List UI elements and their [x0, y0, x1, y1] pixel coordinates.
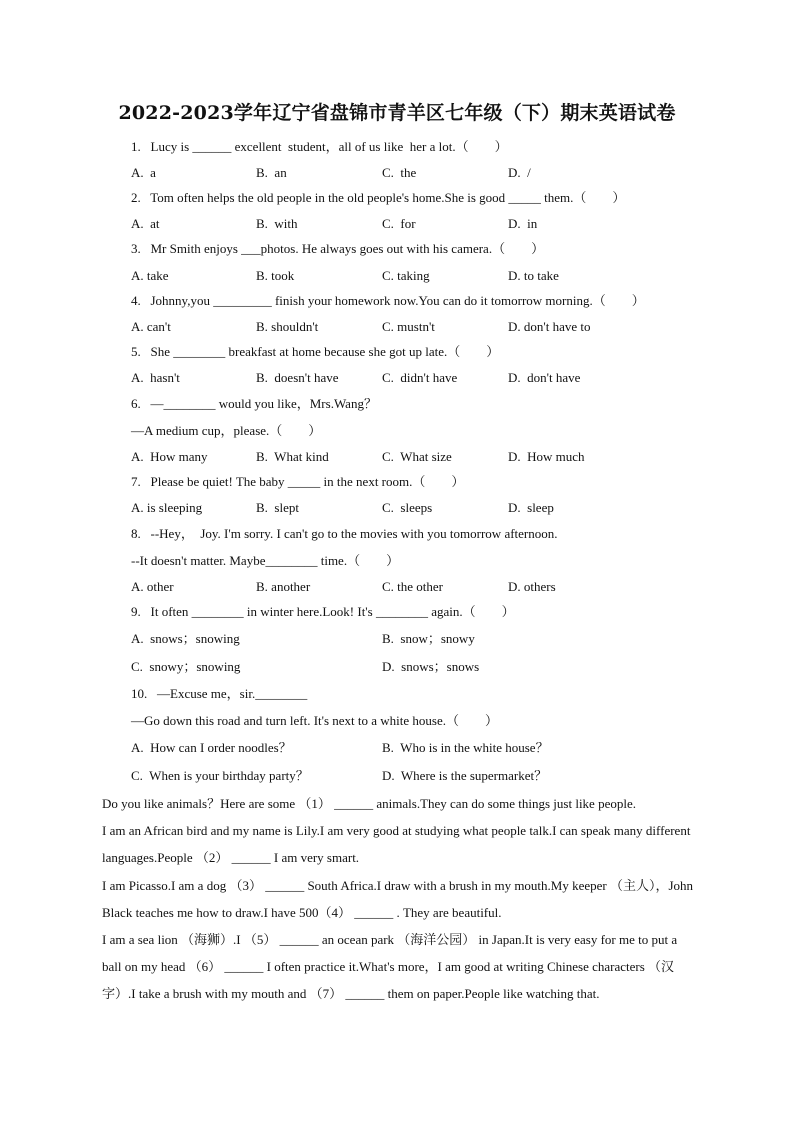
question-7-option-b: B. slept	[256, 500, 299, 515]
question-8-response: --It doesn't matter. Maybe________ time.（ ）	[131, 553, 400, 568]
question-3-option-a: A. take	[131, 268, 169, 283]
question-10-option-b: B. Who is in the white house？	[382, 740, 549, 755]
question-9-stem: 9. It often ________ in winter here.Look! It's ________ again.（ ）	[131, 604, 515, 619]
question-4-option-a: A. can't	[131, 319, 171, 334]
question-1-stem: 1. Lucy is ______ excellent student，all of us like her a lot.（ ）	[131, 139, 508, 154]
question-2-option-d: D. in	[508, 216, 538, 231]
question-6-stem: 6. —________ would you like，Mrs.Wang？	[131, 396, 377, 411]
question-10-option-a: A. How can I order noodles？	[131, 740, 292, 755]
question-1-option-b: B. an	[256, 165, 287, 180]
question-6-option-c: C. What size	[382, 449, 452, 464]
question-3-stem: 3. Mr Smith enjoys ___photos. He always goes out with his camera.（ ）	[131, 241, 545, 256]
passage-paragraph: I am Picasso.I am a dog （3） ______ South Africa.I draw with a brush in my mouth.My keeper （主人），John Black teaches me how to draw.I have 500（4） ______ . They are beautiful.	[102, 877, 694, 920]
question-2-stem: 2. Tom often helps the old people in the old people's home.She is good _____ them.（ ）	[131, 190, 626, 205]
question-4-option-d: D. don't have to	[508, 319, 591, 334]
question-5-option-a: A. hasn't	[131, 370, 180, 385]
question-5-option-d: D. don't have	[508, 370, 581, 385]
question-4-option-b: B. shouldn't	[256, 319, 319, 334]
question-2-option-a: A. at	[131, 216, 160, 231]
question-9-option-c: C. snowy；snowing	[131, 659, 241, 674]
question-2-option-c: C. for	[382, 216, 416, 231]
question-3-option-c: C. taking	[382, 268, 430, 283]
question-8-option-b: B. another	[256, 579, 311, 594]
question-3-option-d: D. to take	[508, 268, 559, 283]
cloze-passage	[102, 790, 694, 1008]
question-8-option-a: A. other	[131, 579, 174, 594]
question-1-option-a: A. a	[131, 165, 156, 180]
question-1-option-d: D. /	[508, 165, 531, 180]
question-6-response: —A medium cup，please.（ ）	[131, 423, 322, 438]
question-10-option-d: D. Where is the supermarket？	[382, 768, 548, 783]
question-5-option-b: B. doesn't have	[256, 370, 339, 385]
passage-paragraph: I am a sea lion （海狮）.I （5） ______ an ocean park （海洋公园） in Japan.It is very easy for me to put a ball on my head （6） ______ I often practice it.What's more，I am good at writing Chinese characters （汉字）.I take a brush with my mouth and （7） ______ them on paper.People like watching that.	[102, 932, 678, 1002]
question-7-option-d: D. sleep	[508, 500, 554, 515]
question-5-option-c: C. didn't have	[382, 370, 458, 385]
question-8-option-d: D. others	[508, 579, 556, 594]
question-4-option-c: C. mustn't	[382, 319, 435, 334]
question-10-response: —Go down this road and turn left. It's next to a white house.（ ）	[131, 713, 499, 728]
question-10-option-c: C. When is your birthday party？	[131, 768, 309, 783]
question-8-option-c: C. the other	[382, 579, 444, 594]
passage-paragraph: I am an African bird and my name is Lily.I am very good at studying what people talk.I can speak many different languages.People （2） ______ I am very smart.	[102, 823, 691, 866]
question-9-option-a: A. snows；snowing	[131, 631, 240, 646]
question-5-stem: 5. She ________ breakfast at home because she got up late.（ ）	[131, 344, 500, 359]
passage-paragraph: Do you like animals？Here are some （1） ______ animals.They can do some things just like people.	[102, 796, 636, 811]
question-9-option-d: D. snows；snows	[382, 659, 480, 674]
question-8-stem: 8. --Hey， Joy. I'm sorry. I can't go to the movies with you tomorrow afternoon.	[131, 526, 558, 541]
question-10-stem: 10. —Excuse me，sir.________	[131, 686, 308, 701]
question-7-option-c: C. sleeps	[382, 500, 433, 515]
question-6-option-b: B. What kind	[256, 449, 329, 464]
question-6-option-a: A. How many	[131, 449, 208, 464]
question-9-option-b: B. snow；snowy	[382, 631, 475, 646]
exam-title: 2022-2023学年辽宁省盘锦市青羊区七年级（下）期末英语试卷	[118, 102, 676, 124]
question-1-option-c: C. the	[382, 165, 417, 180]
question-7-option-a: A. is sleeping	[131, 500, 203, 515]
question-3-option-b: B. took	[256, 268, 295, 283]
question-7-stem: 7. Please be quiet! The baby _____ in the next room.（ ）	[131, 474, 465, 489]
question-6-option-d: D. How much	[508, 449, 585, 464]
question-2-option-b: B. with	[256, 216, 298, 231]
question-4-stem: 4. Johnny,you _________ finish your homework now.You can do it tomorrow morning.（ ）	[131, 293, 645, 308]
